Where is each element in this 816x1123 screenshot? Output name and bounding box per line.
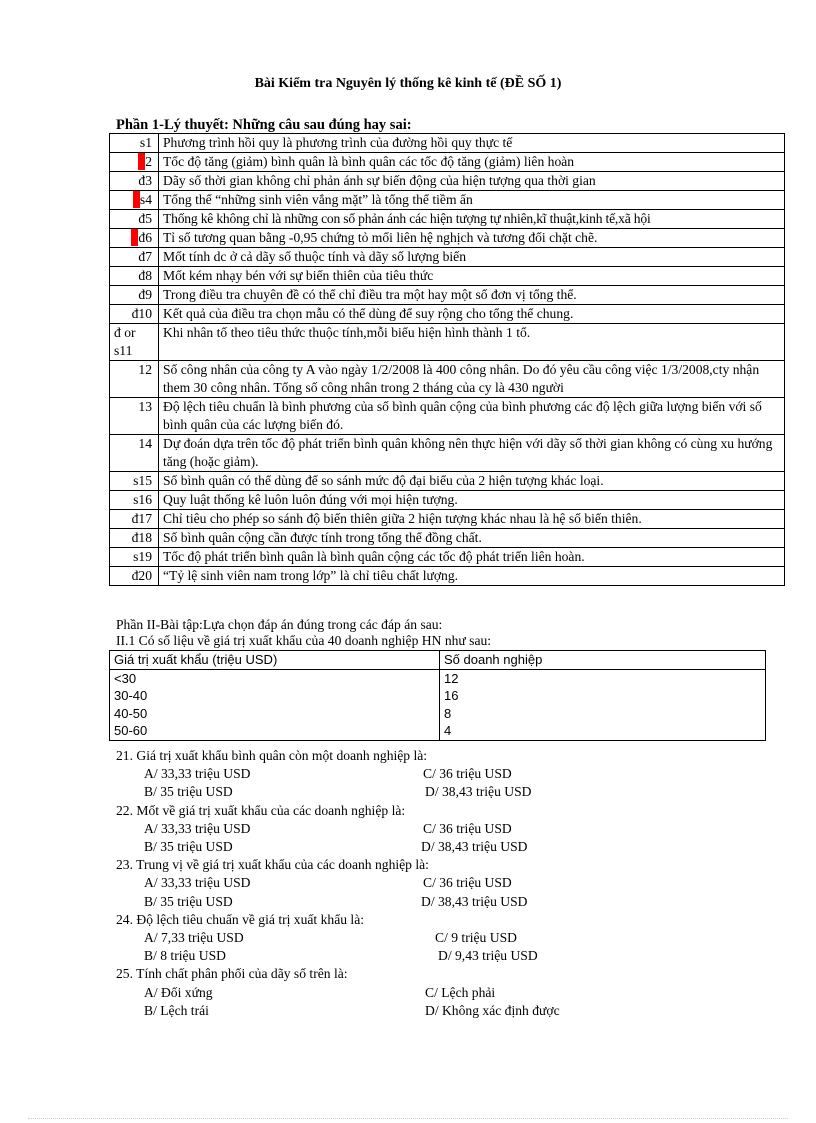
- document-title: Bài Kiểm tra Nguyên lý thống kê kinh tế (ĐỀ SỐ 1): [254, 76, 562, 91]
- row-number-text: đ6: [138, 230, 152, 245]
- option-line: [116, 874, 676, 892]
- option-line: [116, 984, 676, 1002]
- option-c: C/ 9 triệu USD: [435, 929, 517, 945]
- table-row: [110, 722, 766, 740]
- option-line: [116, 929, 676, 947]
- table-cell: 4: [440, 722, 766, 740]
- option-d: D/ 38,43 triệu USD: [425, 784, 532, 800]
- row-number-text: 2: [145, 154, 152, 169]
- option-line: [116, 765, 676, 783]
- questions-section: [116, 747, 676, 1020]
- red-highlight-mark: [133, 191, 140, 208]
- option-b: B/ 8 triệu USD: [144, 948, 226, 964]
- row-number: s16: [110, 491, 159, 510]
- row-number: đ20: [110, 567, 159, 586]
- table-row: [110, 210, 785, 229]
- table-row: [110, 153, 785, 172]
- table-row: [110, 172, 785, 191]
- table-row: [110, 267, 785, 286]
- question-text: 24. Độ lệch tiêu chuẩn về giá trị xuất khẩu là:: [116, 911, 365, 927]
- question-text: 25. Tính chất phân phối của dãy số trên là:: [116, 966, 348, 982]
- row-number: 13: [110, 398, 159, 435]
- statement: Trong điều tra chuyên đề có thể chỉ điều tra một hay một số đơn vị tổng thể.: [159, 286, 785, 305]
- statement: Mốt tính dc ở cả dãy số thuộc tính và dãy số lượng biến: [159, 248, 785, 267]
- part2-heading: Phần II-Bài tập:Lựa chọn đáp án đúng trong các đáp án sau:: [116, 617, 443, 632]
- option-line: [116, 893, 676, 911]
- row-number: đ18: [110, 529, 159, 548]
- table-cell: 50-60: [110, 722, 440, 740]
- row-number: đ9: [110, 286, 159, 305]
- question-22: [116, 802, 676, 857]
- row-number: đ17: [110, 510, 159, 529]
- option-b: B/ 35 triệu USD: [144, 838, 233, 854]
- question-text: 23. Trung vị về giá trị xuất khẩu của các doanh nghiệp là:: [116, 857, 429, 873]
- statement: Dự đoán dựa trên tốc độ phát triển bình quân không nên thực hiện với dãy số thời gian không có cùng xu hướng tăng (hoặc giảm).: [159, 435, 785, 472]
- table-cell: 16: [440, 687, 766, 705]
- table-cell: 40-50: [110, 705, 440, 723]
- statement: Mốt kém nhạy bén với sự biến thiên của tiêu thức: [159, 267, 785, 286]
- option-d: D/ 38,43 triệu USD: [421, 838, 528, 854]
- question-25: [116, 965, 676, 1020]
- statement: Số công nhân của công ty A vào ngày 1/2/2008 là 400 công nhân. Do đó yêu cầu công việc 1/3/2008,cty nhận them 30 công nhân. Tổng số công nhân trong 2 tháng của cy là 430 người: [159, 361, 785, 398]
- row-number: 12: [110, 361, 159, 398]
- question-text: 21. Giá trị xuất khẩu bình quân còn một doanh nghiệp là:: [116, 748, 428, 763]
- table-row: [110, 229, 785, 248]
- table-row: [110, 529, 785, 548]
- option-a: A/ 33,33 triệu USD: [144, 875, 251, 891]
- option-d: D/ 38,43 triệu USD: [421, 893, 528, 909]
- row-number: đ7: [110, 248, 159, 267]
- option-a: A/ 33,33 triệu USD: [144, 820, 251, 836]
- statement: Phương trình hồi quy là phương trình của đường hồi quy thực tế: [159, 134, 785, 153]
- option-line: [116, 838, 676, 856]
- statement: Dãy số thời gian không chỉ phản ánh sự biến động của hiện tượng qua thời gian: [159, 172, 785, 191]
- row-number: đ3: [110, 172, 159, 191]
- table-row: [110, 705, 766, 723]
- option-a: A/ Đối xứng: [144, 984, 213, 1000]
- page-bottom-divider: [28, 1118, 788, 1119]
- true-false-table: [109, 133, 785, 586]
- table-row: [110, 286, 785, 305]
- option-b: B/ 35 triệu USD: [144, 784, 233, 800]
- table-row: [110, 248, 785, 267]
- table-row: [110, 669, 766, 687]
- statement: Khi nhân tố theo tiêu thức thuộc tính,mỗi biểu hiện hình thành 1 tổ.: [159, 324, 785, 361]
- table-row: [110, 567, 785, 586]
- option-c: C/ Lệch phải: [425, 984, 496, 1000]
- row-number: đ10: [110, 305, 159, 324]
- question-text: 22. Mốt về giá trị xuất khẩu của các doanh nghiệp là:: [116, 802, 406, 818]
- table-cell: 30-40: [110, 687, 440, 705]
- table-row: [110, 510, 785, 529]
- column-header: Số doanh nghiệp: [440, 651, 766, 670]
- statement: Tổng thể “những sinh viên vắng mặt” là tổng thể tiềm ẩn: [159, 191, 785, 210]
- row-number: 14: [110, 435, 159, 472]
- table-row: [110, 191, 785, 210]
- row-number: đ or s11: [110, 324, 159, 361]
- table-cell: 12: [440, 669, 766, 687]
- option-a: A/ 33,33 triệu USD: [144, 766, 251, 782]
- question-24: [116, 911, 676, 966]
- question-21: [116, 747, 676, 802]
- table-row: [110, 491, 785, 510]
- row-number: s1: [110, 134, 159, 153]
- table-row: [110, 548, 785, 567]
- option-line: [116, 947, 676, 965]
- row-number: s15: [110, 472, 159, 491]
- table-row: [110, 472, 785, 491]
- option-line: [116, 783, 676, 801]
- statement: Quy luật thống kê luôn luôn đúng với mọi hiện tượng.: [159, 491, 785, 510]
- option-line: [116, 1002, 676, 1020]
- table-row: [110, 361, 785, 398]
- statement: Thống kê không chỉ là những con số phản ánh các hiện tượng tự nhiên,kĩ thuật,kinh tế,xã hội: [159, 210, 785, 229]
- statement: Độ lệch tiêu chuẩn là bình phương của số bình quân cộng của bình phương các độ lệch giữa lượng biến với số bình quân của các lượng biến đó.: [159, 398, 785, 435]
- table-row: [110, 435, 785, 472]
- statement: Số bình quân cộng cần được tính trong tổng thể đồng chất.: [159, 529, 785, 548]
- row-number-text: s4: [139, 192, 152, 207]
- column-header: Giá trị xuất khẩu (triệu USD): [110, 651, 440, 670]
- row-number: [110, 229, 159, 248]
- table-row: [110, 324, 785, 361]
- export-data-table: [109, 650, 766, 741]
- table-header-row: [110, 651, 766, 670]
- option-b: B/ Lệch trái: [144, 1002, 209, 1018]
- row-number: [110, 191, 159, 210]
- statement: Số bình quân có thể dùng để so sánh mức độ đại biểu của 2 hiện tượng khác loại.: [159, 472, 785, 491]
- question-23: [116, 856, 676, 911]
- option-b: B/ 35 triệu USD: [144, 893, 233, 909]
- statement: Kết quả của điều tra chọn mẫu có thể dùng để suy rộng cho tổng thể chung.: [159, 305, 785, 324]
- statement: Tốc độ phát triển bình quân là bình quân cộng các tốc độ phát triển liên hoàn.: [159, 548, 785, 567]
- table-cell: <30: [110, 669, 440, 687]
- row-number: đ8: [110, 267, 159, 286]
- table-row: [110, 134, 785, 153]
- option-d: D/ Không xác định được: [425, 1002, 560, 1018]
- statement: Tốc độ tăng (giảm) bình quân là bình quân các tốc độ tăng (giảm) liên hoàn: [159, 153, 785, 172]
- option-line: [116, 820, 676, 838]
- statement: Chỉ tiêu cho phép so sánh độ biến thiên giữa 2 hiện tượng khác nhau là hệ số biến thiên.: [159, 510, 785, 529]
- exercise-intro: II.1 Có số liệu về giá trị xuất khẩu của 40 doanh nghiệp HN như sau:: [116, 633, 492, 648]
- option-c: C/ 36 triệu USD: [423, 875, 512, 891]
- part1-heading: Phần 1-Lý thuyết: Những câu sau đúng hay sai:: [116, 117, 412, 133]
- table-row: [110, 687, 766, 705]
- table-row: [110, 305, 785, 324]
- option-a: A/ 7,33 triệu USD: [144, 929, 244, 945]
- row-number: [110, 153, 159, 172]
- row-number: đ5: [110, 210, 159, 229]
- statement: Tỉ số tương quan bằng -0,95 chứng tỏ mối liên hệ nghịch và tương đối chặt chẽ.: [159, 229, 785, 248]
- statement: “Tỷ lệ sinh viên nam trong lớp” là chỉ tiêu chất lượng.: [159, 567, 785, 586]
- option-c: C/ 36 triệu USD: [423, 820, 512, 836]
- table-cell: 8: [440, 705, 766, 723]
- row-number: s19: [110, 548, 159, 567]
- option-c: C/ 36 triệu USD: [423, 766, 512, 782]
- table-row: [110, 398, 785, 435]
- option-d: D/ 9,43 triệu USD: [438, 948, 538, 964]
